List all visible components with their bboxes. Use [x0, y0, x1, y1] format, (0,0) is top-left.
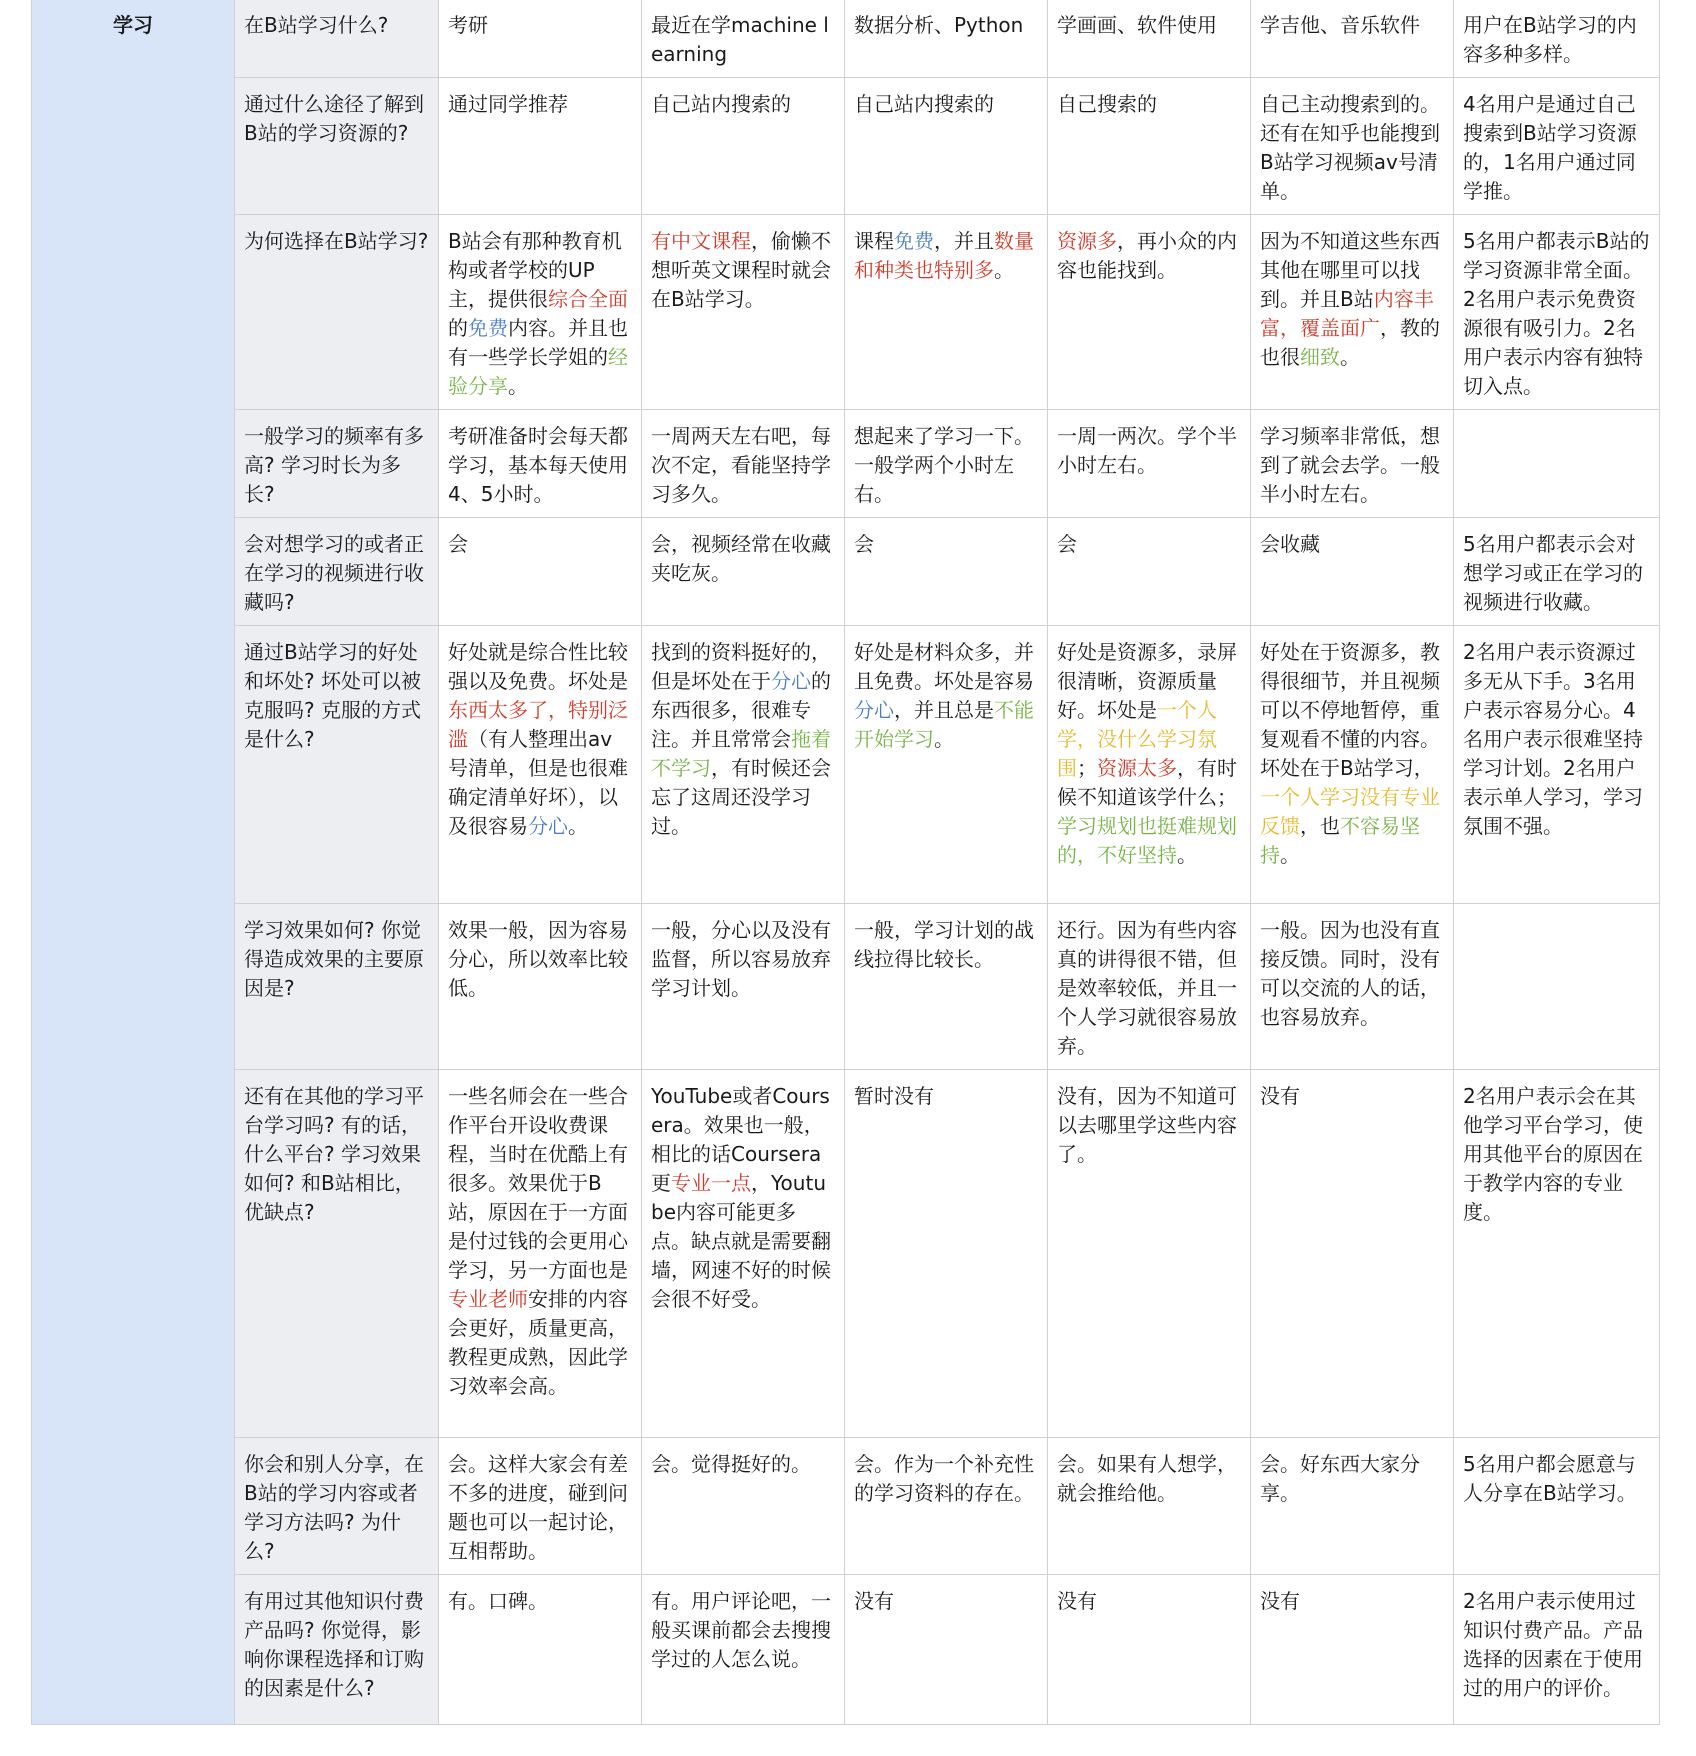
question-cell[interactable]: 在B站学习什么? [235, 0, 439, 78]
answer-cell-user-5[interactable] [1251, 626, 1454, 904]
summary-cell[interactable] [1454, 410, 1660, 518]
highlight-green: 细致 [1300, 345, 1340, 369]
summary-cell[interactable] [1454, 626, 1660, 904]
table-body [32, 0, 1660, 1725]
highlight-red: 东西太多了，特别泛滥 [448, 698, 628, 751]
answer-cell-user-1[interactable] [439, 78, 642, 215]
answer-text: 。 [568, 814, 588, 838]
answer-text: 一般，学习计划的战线拉得比较长。 [854, 918, 1034, 971]
answer-text: 会。作为一个补充性的学习资料的存在。 [854, 1452, 1034, 1505]
answer-text: B站会有那种教育机构或者学校的UP主，提供很 [448, 229, 622, 311]
answer-cell-user-4[interactable] [1048, 1070, 1251, 1438]
answer-text: 会。这样大家会有差不多的进度，碰到问题也可以一起讨论，互相帮助。 [448, 1452, 628, 1563]
answer-cell-user-4[interactable] [1048, 0, 1251, 78]
answer-text: 会。如果有人想学，就会推给他。 [1057, 1452, 1237, 1505]
answer-text: 会 [448, 532, 468, 556]
table-row [32, 78, 1660, 215]
answer-text: 没有 [1260, 1084, 1300, 1108]
question-cell[interactable]: 学习效果如何? 你觉得造成效果的主要原因是? [235, 904, 439, 1070]
answer-cell-user-5[interactable] [1251, 1070, 1454, 1438]
answer-cell-user-5[interactable] [1251, 1575, 1454, 1725]
answer-text: 一周两天左右吧，每次不定，看能坚持学习多久。 [651, 424, 831, 506]
answer-cell-user-2[interactable] [642, 1070, 845, 1438]
answer-text: 自己站内搜索的 [854, 92, 994, 116]
answer-cell-user-2[interactable] [642, 1575, 845, 1725]
answer-text: 没有 [854, 1589, 894, 1613]
answer-text: 找到的资料挺好的，但是坏处在于 [651, 640, 831, 693]
highlight-yellow: 一个人学，没什么学习氛围 [1057, 698, 1217, 780]
answer-cell-user-5[interactable] [1251, 215, 1454, 410]
question-cell[interactable]: 通过B站学习的好处和坏处? 坏处可以被克服吗? 克服的方式是什么? [235, 626, 439, 904]
answer-text: ，再小众的内容也能找到。 [1057, 229, 1237, 282]
answer-text: 2名用户表示使用过知识付费产品。产品选择的因素在于使用过的用户的评价。 [1463, 1589, 1643, 1700]
answer-text: 因为不知道这些东西其他在哪里可以找到。并且B站 [1260, 229, 1440, 311]
answer-text: 学画画、软件使用 [1057, 13, 1217, 37]
highlight-green: 不容易坚持 [1260, 814, 1420, 867]
table-row [32, 215, 1660, 410]
answer-text: 一般。因为也没有直接反馈。同时，没有可以交流的人的话，也容易放弃。 [1260, 918, 1440, 1029]
answer-cell-user-5[interactable] [1251, 1438, 1454, 1575]
answer-cell-user-3[interactable] [845, 1438, 1048, 1575]
highlight-green: 拖着不学习 [651, 727, 831, 780]
answer-text: ，有时候还会忘了这周还没学习过。 [651, 756, 831, 838]
category-cell[interactable]: 学习 [32, 0, 235, 1725]
answer-cell-user-3[interactable] [845, 410, 1048, 518]
answer-text: 有。用户评论吧，一般买课前都会去搜搜学过的人怎么说。 [651, 1589, 831, 1671]
answer-text: 会收藏 [1260, 532, 1320, 556]
answer-text: ； [1077, 756, 1097, 780]
answer-text: 5名用户都表示会对想学习或正在学习的视频进行收藏。 [1463, 532, 1643, 614]
question-cell[interactable]: 会对想学习的或者正在学习的视频进行收藏吗? [235, 518, 439, 626]
answer-cell-user-3[interactable] [845, 78, 1048, 215]
answer-cell-user-2[interactable] [642, 0, 845, 78]
answer-text: 好处在于资源多，教得很细节，并且视频可以不停地暂停，重复观看不懂的内容。坏处在于B站学习， [1260, 640, 1440, 780]
table-row [32, 1575, 1660, 1725]
answer-text: 自己站内搜索的 [651, 92, 791, 116]
answer-cell-user-2[interactable] [642, 904, 845, 1070]
highlight-blue: 免费 [894, 229, 934, 253]
answer-text: 。 [1177, 843, 1197, 867]
answer-text: 通过同学推荐 [448, 92, 568, 116]
answer-text: 好处就是综合性比较强以及免费。坏处是 [448, 640, 628, 693]
answer-cell-user-1[interactable] [439, 904, 642, 1070]
answer-cell-user-3[interactable] [845, 215, 1048, 410]
answer-cell-user-1[interactable] [439, 410, 642, 518]
answer-text: 没有 [1260, 1589, 1300, 1613]
table-row [32, 0, 1660, 78]
answer-text: 最近在学machine learning [651, 13, 829, 66]
answer-text: 。 [1280, 843, 1300, 867]
question-cell[interactable]: 有用过其他知识付费产品吗? 你觉得，影响你课程选择和订购的因素是什么? [235, 1575, 439, 1725]
answer-text: 课程 [854, 229, 894, 253]
answer-cell-user-2[interactable] [642, 78, 845, 215]
highlight-red: 专业一点 [671, 1171, 751, 1195]
answer-text: 5名用户都会愿意与人分享在B站学习。 [1463, 1452, 1637, 1505]
answer-text: 自己主动搜索到的。还有在知乎也能搜到B站学习视频av号清单。 [1260, 92, 1440, 203]
answer-text: 好处是材料众多，并且免费。坏处是容易 [854, 640, 1034, 693]
question-cell[interactable]: 还有在其他的学习平台学习吗? 有的话，什么平台? 学习效果如何? 和B站相比，优缺点? [235, 1070, 439, 1438]
interview-table [31, 0, 1660, 1725]
answer-text: 会，视频经常在收藏夹吃灰。 [651, 532, 831, 585]
highlight-green: 经验分享 [448, 345, 628, 398]
answer-text: 会。觉得挺好的。 [651, 1452, 811, 1476]
answer-text: 会 [1057, 532, 1077, 556]
answer-text: 数据分析、Python [854, 13, 1024, 37]
highlight-red: 资源多 [1057, 229, 1117, 253]
summary-cell[interactable] [1454, 1575, 1660, 1725]
answer-text: 会 [854, 532, 874, 556]
answer-text: 有。口碑。 [448, 1589, 548, 1613]
answer-cell-user-5[interactable] [1251, 518, 1454, 626]
answer-cell-user-5[interactable] [1251, 0, 1454, 78]
summary-cell[interactable] [1454, 1070, 1660, 1438]
highlight-blue: 免费 [468, 316, 508, 340]
answer-cell-user-2[interactable] [642, 626, 845, 904]
table-row [32, 518, 1660, 626]
answer-text: （有人整理出av号清单，但是也很难确定清单好坏），以及很容易 [448, 727, 628, 838]
answer-text: 。 [934, 727, 954, 751]
highlight-blue: 分心 [528, 814, 568, 838]
answer-cell-user-1[interactable] [439, 1438, 642, 1575]
answer-cell-user-3[interactable] [845, 626, 1048, 904]
highlight-blue: 分心 [854, 698, 894, 722]
highlight-red: 专业老师 [448, 1287, 528, 1311]
answer-text: YouTube或者Coursera。效果也一般，相比的话Coursera更 [651, 1084, 830, 1195]
answer-cell-user-3[interactable] [845, 1070, 1048, 1438]
answer-cell-user-1[interactable] [439, 518, 642, 626]
answer-cell-user-5[interactable] [1251, 904, 1454, 1070]
answer-text: 暂时没有 [854, 1084, 934, 1108]
summary-cell[interactable] [1454, 215, 1660, 410]
table-row [32, 410, 1660, 518]
answer-cell-user-1[interactable] [439, 215, 642, 410]
answer-cell-user-2[interactable] [642, 215, 845, 410]
answer-text: 好处是资源多，录屏很清晰，资源质量好。坏处是 [1057, 640, 1237, 722]
answer-cell-user-4[interactable] [1048, 626, 1251, 904]
answer-cell-user-5[interactable] [1251, 410, 1454, 518]
answer-cell-user-1[interactable] [439, 626, 642, 904]
highlight-red: 综合全面 [548, 287, 628, 311]
answer-text: ，并且 [934, 229, 994, 253]
answer-cell-user-1[interactable] [439, 1575, 642, 1725]
question-cell[interactable]: 你会和别人分享，在B站的学习内容或者学习方法吗? 为什么? [235, 1438, 439, 1575]
answer-cell-user-4[interactable] [1048, 1438, 1251, 1575]
answer-text: 学习频率非常低，想到了就会去学。一般半小时左右。 [1260, 424, 1440, 506]
answer-text: 一些名师会在一些合作平台开设收费课程，当时在优酷上有很多。效果优于B站，原因在于一方面是付过钱的会更用心学习，另一方面也是 [448, 1084, 628, 1282]
answer-text: 想起来了学习一下。一般学两个小时左右。 [854, 424, 1034, 506]
answer-text: 2名用户表示会在其他学习平台学习，使用其他平台的原因在于教学内容的专业度。 [1463, 1084, 1643, 1224]
question-cell[interactable]: 通过什么途径了解到B站的学习资源的? [235, 78, 439, 215]
answer-text: 考研 [448, 13, 488, 37]
answer-text: 还行。因为有些内容真的讲得很不错，但是效率较低，并且一个人学习就很容易放弃。 [1057, 918, 1237, 1058]
answer-cell-user-1[interactable] [439, 1070, 642, 1438]
answer-text: 考研准备时会每天都学习，基本每天使用4、5小时。 [448, 424, 628, 506]
answer-text: ，并且总是 [894, 698, 994, 722]
answer-cell-user-3[interactable] [845, 904, 1048, 1070]
answer-text: 。 [1340, 345, 1360, 369]
answer-text: 4名用户是通过自己搜索到B站学习资源的，1名用户通过同学推。 [1463, 92, 1637, 203]
answer-text: 效果一般，因为容易分心，所以效率比较低。 [448, 918, 628, 1000]
answer-cell-user-4[interactable] [1048, 1575, 1251, 1725]
table-row [32, 1438, 1660, 1575]
answer-text: 用户在B站学习的内容多种多样。 [1463, 13, 1637, 66]
answer-cell-user-4[interactable] [1048, 518, 1251, 626]
answer-text: 没有 [1057, 1589, 1097, 1613]
answer-cell-user-4[interactable] [1048, 78, 1251, 215]
answer-text: ，教的也很 [1260, 316, 1440, 369]
answer-text: ，偷懒不想听英文课程时就会在B站学习。 [651, 229, 831, 311]
answer-text: 2名用户表示资源过多无从下手。3名用户表示容易分心。4名用户表示很难坚持学习计划。2名用户表示单人学习，学习氛围不强。 [1463, 640, 1643, 838]
answer-text: 的东西很多，很难专注。并且常常会 [651, 669, 831, 751]
summary-cell[interactable] [1454, 0, 1660, 78]
answer-text: 自己搜索的 [1057, 92, 1157, 116]
answer-text: ，Youtube内容可能更多点。缺点就是需要翻墙，网速不好的时候会很不好受。 [651, 1171, 831, 1311]
answer-text: 安排的内容会更好，质量更高，教程更成熟，因此学习效率会高。 [448, 1287, 628, 1398]
highlight-blue: 分心 [771, 669, 811, 693]
answer-cell-user-2[interactable] [642, 518, 845, 626]
answer-cell-user-4[interactable] [1048, 904, 1251, 1070]
answer-cell-user-1[interactable] [439, 0, 642, 78]
answer-cell-user-2[interactable] [642, 410, 845, 518]
highlight-red: 数量和种类也特别多 [854, 229, 1034, 282]
highlight-red: 有中文课程 [651, 229, 751, 253]
summary-cell[interactable] [1454, 1438, 1660, 1575]
table-row [32, 1070, 1660, 1438]
highlight-yellow: 一个人学习没有专业反馈 [1260, 785, 1440, 838]
answer-text: 。 [508, 374, 528, 398]
answer-cell-user-3[interactable] [845, 0, 1048, 78]
highlight-red: 资源太多 [1097, 756, 1177, 780]
answer-text: 5名用户都表示B站的学习资源非常全面。2名用户表示免费资源很有吸引力。2名用户表示内容有独特切入点。 [1463, 229, 1650, 398]
highlight-red: 内容丰富，覆盖面广 [1260, 287, 1434, 340]
answer-text: ，也 [1300, 814, 1340, 838]
highlight-green: 学习规划也挺难规划的，不好坚持 [1057, 814, 1237, 867]
highlight-green: 不能开始学习 [854, 698, 1034, 751]
answer-cell-user-2[interactable] [642, 1438, 845, 1575]
question-cell[interactable]: 为何选择在B站学习? [235, 215, 439, 410]
answer-text: 一般，分心以及没有监督，所以容易放弃学习计划。 [651, 918, 831, 1000]
table-row [32, 904, 1660, 1070]
answer-text: 一周一两次。学个半小时左右。 [1057, 424, 1237, 477]
answer-text: ，有时候不知道该学什么； [1057, 756, 1237, 809]
answer-text: 内容。并且也有一些学长学姐的 [448, 316, 628, 369]
table-row [32, 626, 1660, 904]
summary-cell[interactable] [1454, 518, 1660, 626]
summary-cell[interactable] [1454, 78, 1660, 215]
question-cell[interactable]: 一般学习的频率有多高? 学习时长为多长? [235, 410, 439, 518]
answer-text: 会。好东西大家分享。 [1260, 1452, 1420, 1505]
answer-cell-user-4[interactable] [1048, 410, 1251, 518]
answer-cell-user-3[interactable] [845, 1575, 1048, 1725]
answer-text: 学吉他、音乐软件 [1260, 13, 1420, 37]
answer-cell-user-4[interactable] [1048, 215, 1251, 410]
answer-text: 没有，因为不知道可以去哪里学这些内容了。 [1057, 1084, 1237, 1166]
answer-text: 。 [994, 258, 1014, 282]
answer-cell-user-3[interactable] [845, 518, 1048, 626]
summary-cell[interactable] [1454, 904, 1660, 1070]
answer-text: 的 [448, 316, 468, 340]
answer-cell-user-5[interactable] [1251, 78, 1454, 215]
